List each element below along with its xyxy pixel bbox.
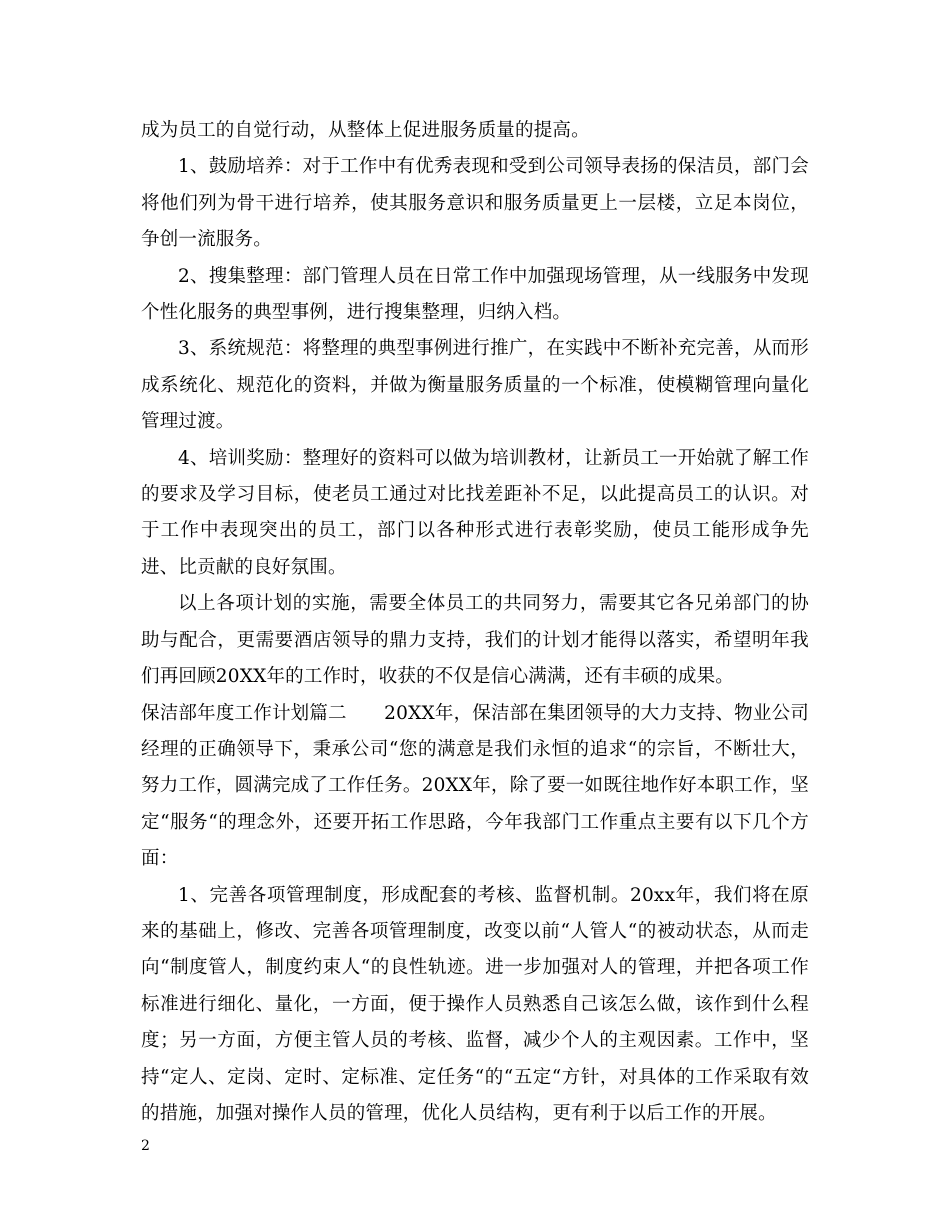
paragraph: 2、搜集整理：部门管理人员在日常工作中加强现场管理，从一线服务中发现个性化服务的典型事例，进行搜集整理，归纳入档。 (141, 265, 809, 324)
paragraph: 3、系统规范：将整理的典型事例进行推广，在实践中不断补充完善，从而形成系统化、规范化的资料，并做为衡量服务质量的一个标准，使模糊管理向量化管理过渡。 (141, 338, 809, 433)
section-heading-paragraph: 保洁部年度工作计划篇二 20XX年，保洁部在集团领导的大力支持、物业公司经理的正确领导下，秉承公司“您的满意是我们永恒的追求“的宗旨，不断壮大，努力工作，圆满完成了工作任务。20XX年，除了要一如既往地作好本职工作，坚定“服务“的理念外，还要开拓工作思路，今年我部门工作重点主要有以下几个方面： (141, 702, 809, 870)
paragraph: 4、培训奖励：整理好的资料可以做为培训教材，让新员工一开始就了解工作的要求及学习目标，使老员工通过对比找差距补不足，以此提高员工的认识。对于工作中表现突出的员工，部门以各种形式进行表彰奖励，使员工能形成争先进、比贡献的良好氛围。 (141, 447, 809, 578)
document-body (141, 113, 809, 1132)
paragraph: 以上各项计划的实施，需要全体员工的共同努力，需要其它各兄弟部门的协助与配合，更需要酒店领导的鼎力支持，我们的计划才能得以落实，希望明年我们再回顾20XX年的工作时，收获的不仅是信心满满，还有丰硕的成果。 (141, 593, 809, 688)
paragraph: 成为员工的自觉行动，从整体上促进服务质量的提高。 (141, 120, 590, 141)
page-number: 2 (141, 1138, 150, 1154)
paragraph: 1、完善各项管理制度，形成配套的考核、监督机制。20xx年，我们将在原来的基础上，修改、完善各项管理制度，改变以前“人管人“的被动状态，从而走向“制度管人，制度约束人“的良性轨迹。进一步加强对人的管理，并把各项工作标准进行细化、量化，一方面，便于操作人员熟悉自己该怎么做，该作到什么程度；另一方面，方便主管人员的考核、监督，减少个人的主观因素。工作中，坚持“定人、定岗、定时、定标准、定任务“的“五定“方针，对具体的工作采取有效的措施，加强对操作人员的管理，优化人员结构，更有利于以后工作的开展。 (141, 884, 809, 1124)
paragraph: 1、鼓励培养：对于工作中有优秀表现和受到公司领导表扬的保洁员，部门会将他们列为骨干进行培养，使其服务意识和服务质量更上一层楼，立足本岗位，争创一流服务。 (141, 156, 809, 251)
